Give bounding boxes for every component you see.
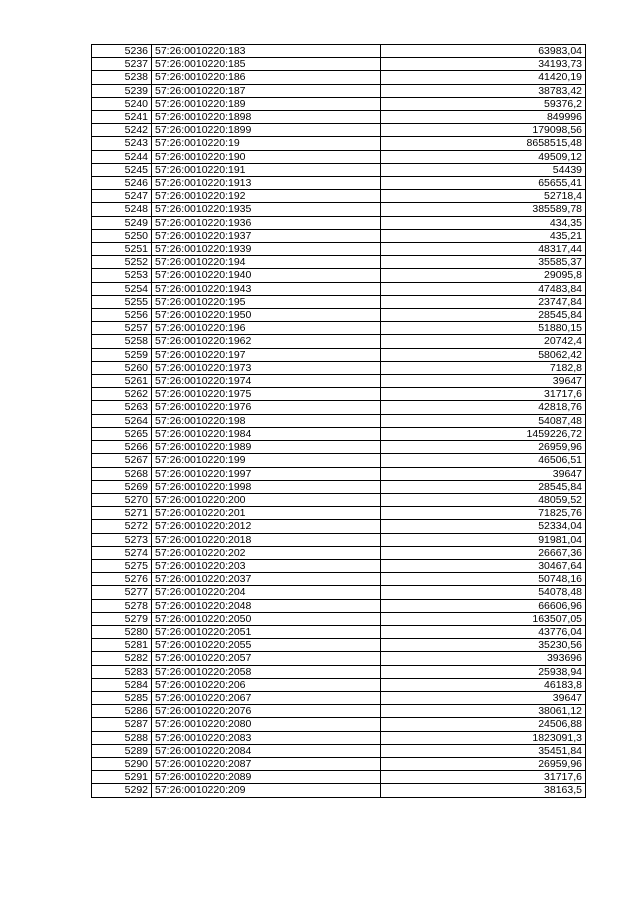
cadastral-number: 57:26:0010220:2050 xyxy=(152,612,381,625)
table-row xyxy=(92,467,586,480)
cadastral-number: 57:26:0010220:185 xyxy=(152,58,381,71)
cadastral-value: 179098,56 xyxy=(381,124,586,137)
table-row xyxy=(92,493,586,506)
cadastral-value: 7182,8 xyxy=(381,361,586,374)
cadastral-number: 57:26:0010220:1974 xyxy=(152,375,381,388)
cadastral-number: 57:26:0010220:2058 xyxy=(152,665,381,678)
row-number: 5281 xyxy=(92,639,152,652)
cadastral-value: 47483,84 xyxy=(381,282,586,295)
cadastral-value: 71825,76 xyxy=(381,507,586,520)
table-row xyxy=(92,58,586,71)
table-row xyxy=(92,678,586,691)
cadastral-value: 435,21 xyxy=(381,229,586,242)
table-body xyxy=(92,45,586,798)
cadastral-number: 57:26:0010220:1975 xyxy=(152,388,381,401)
cadastral-value: 42818,76 xyxy=(381,401,586,414)
cadastral-number: 57:26:0010220:2067 xyxy=(152,691,381,704)
cadastral-value: 63983,04 xyxy=(381,45,586,58)
cadastral-value: 51880,15 xyxy=(381,322,586,335)
cadastral-value: 24506,88 xyxy=(381,718,586,731)
cadastral-value: 26959,96 xyxy=(381,757,586,770)
row-number: 5236 xyxy=(92,45,152,58)
row-number: 5243 xyxy=(92,137,152,150)
cadastral-value: 28545,84 xyxy=(381,309,586,322)
table-row xyxy=(92,269,586,282)
cadastral-value: 59376,2 xyxy=(381,97,586,110)
cadastral-value: 393696 xyxy=(381,652,586,665)
cadastral-number: 57:26:0010220:1937 xyxy=(152,229,381,242)
cadastral-value: 29095,8 xyxy=(381,269,586,282)
cadastral-value: 28545,84 xyxy=(381,480,586,493)
row-number: 5268 xyxy=(92,467,152,480)
cadastral-value: 23747,84 xyxy=(381,295,586,308)
cadastral-value: 50748,16 xyxy=(381,573,586,586)
cadastral-value: 30467,64 xyxy=(381,559,586,572)
cadastral-number: 57:26:0010220:1989 xyxy=(152,441,381,454)
cadastral-number: 57:26:0010220:195 xyxy=(152,295,381,308)
row-number: 5290 xyxy=(92,757,152,770)
row-number: 5253 xyxy=(92,269,152,282)
row-number: 5267 xyxy=(92,454,152,467)
cadastral-number: 57:26:0010220:194 xyxy=(152,256,381,269)
cadastral-value: 48059,52 xyxy=(381,493,586,506)
table-row xyxy=(92,229,586,242)
row-number: 5269 xyxy=(92,480,152,493)
row-number: 5251 xyxy=(92,243,152,256)
cadastral-number: 57:26:0010220:2087 xyxy=(152,757,381,770)
table-row xyxy=(92,705,586,718)
cadastral-number: 57:26:0010220:201 xyxy=(152,507,381,520)
cadastral-value: 54078,48 xyxy=(381,586,586,599)
row-number: 5262 xyxy=(92,388,152,401)
cadastral-number: 57:26:0010220:191 xyxy=(152,163,381,176)
row-number: 5237 xyxy=(92,58,152,71)
cadastral-value: 38163,5 xyxy=(381,784,586,797)
row-number: 5276 xyxy=(92,573,152,586)
cadastral-value: 163507,05 xyxy=(381,612,586,625)
cadastral-number: 57:26:0010220:198 xyxy=(152,414,381,427)
row-number: 5254 xyxy=(92,282,152,295)
cadastral-number: 57:26:0010220:206 xyxy=(152,678,381,691)
cadastral-value: 434,35 xyxy=(381,216,586,229)
table-row xyxy=(92,665,586,678)
row-number: 5266 xyxy=(92,441,152,454)
table-row xyxy=(92,454,586,467)
cadastral-value: 49509,12 xyxy=(381,150,586,163)
cadastral-value: 20742,4 xyxy=(381,335,586,348)
table-row xyxy=(92,45,586,58)
row-number: 5278 xyxy=(92,599,152,612)
row-number: 5279 xyxy=(92,612,152,625)
row-number: 5274 xyxy=(92,546,152,559)
cadastral-number: 57:26:0010220:1936 xyxy=(152,216,381,229)
cadastral-value: 31717,6 xyxy=(381,388,586,401)
table-row xyxy=(92,691,586,704)
table-row xyxy=(92,639,586,652)
row-number: 5259 xyxy=(92,348,152,361)
table-row xyxy=(92,731,586,744)
cadastral-number: 57:26:0010220:186 xyxy=(152,71,381,84)
row-number: 5270 xyxy=(92,493,152,506)
cadastral-number: 57:26:0010220:1998 xyxy=(152,480,381,493)
row-number: 5263 xyxy=(92,401,152,414)
cadastral-value: 52334,04 xyxy=(381,520,586,533)
table-row xyxy=(92,71,586,84)
table-row xyxy=(92,309,586,322)
row-number: 5286 xyxy=(92,705,152,718)
row-number: 5287 xyxy=(92,718,152,731)
cadastral-number: 57:26:0010220:192 xyxy=(152,190,381,203)
table-row xyxy=(92,256,586,269)
table-row xyxy=(92,533,586,546)
table-row xyxy=(92,388,586,401)
table-row xyxy=(92,243,586,256)
cadastral-value: 35230,56 xyxy=(381,639,586,652)
table-row xyxy=(92,295,586,308)
row-number: 5272 xyxy=(92,520,152,533)
table-row xyxy=(92,177,586,190)
cadastral-value: 65655,41 xyxy=(381,177,586,190)
cadastral-value: 46183,8 xyxy=(381,678,586,691)
cadastral-number: 57:26:0010220:1973 xyxy=(152,361,381,374)
cadastral-number: 57:26:0010220:197 xyxy=(152,348,381,361)
table-row xyxy=(92,771,586,784)
table-row xyxy=(92,546,586,559)
row-number: 5271 xyxy=(92,507,152,520)
cadastral-value: 385589,78 xyxy=(381,203,586,216)
cadastral-number: 57:26:0010220:1899 xyxy=(152,124,381,137)
cadastral-value: 41420,19 xyxy=(381,71,586,84)
cadastral-number: 57:26:0010220:2057 xyxy=(152,652,381,665)
cadastral-number: 57:26:0010220:2055 xyxy=(152,639,381,652)
table-row xyxy=(92,361,586,374)
cadastral-value: 43776,04 xyxy=(381,625,586,638)
cadastral-value: 26667,36 xyxy=(381,546,586,559)
row-number: 5277 xyxy=(92,586,152,599)
row-number: 5242 xyxy=(92,124,152,137)
cadastral-number: 57:26:0010220:2076 xyxy=(152,705,381,718)
cadastral-value: 35451,84 xyxy=(381,744,586,757)
cadastral-number: 57:26:0010220:204 xyxy=(152,586,381,599)
table-row xyxy=(92,559,586,572)
cadastral-number: 57:26:0010220:19 xyxy=(152,137,381,150)
cadastral-number: 57:26:0010220:2012 xyxy=(152,520,381,533)
cadastral-number: 57:26:0010220:1939 xyxy=(152,243,381,256)
cadastral-number: 57:26:0010220:196 xyxy=(152,322,381,335)
row-number: 5245 xyxy=(92,163,152,176)
cadastral-value: 54439 xyxy=(381,163,586,176)
cadastral-number: 57:26:0010220:1898 xyxy=(152,111,381,124)
cadastral-number: 57:26:0010220:1962 xyxy=(152,335,381,348)
row-number: 5249 xyxy=(92,216,152,229)
table-row xyxy=(92,480,586,493)
table-row xyxy=(92,216,586,229)
row-number: 5289 xyxy=(92,744,152,757)
table-row xyxy=(92,401,586,414)
table-row xyxy=(92,137,586,150)
row-number: 5240 xyxy=(92,97,152,110)
row-number: 5250 xyxy=(92,229,152,242)
cadastral-value: 38061,12 xyxy=(381,705,586,718)
row-number: 5288 xyxy=(92,731,152,744)
table-row xyxy=(92,348,586,361)
cadastral-value: 34193,73 xyxy=(381,58,586,71)
row-number: 5239 xyxy=(92,84,152,97)
table-row xyxy=(92,414,586,427)
cadastral-value-table xyxy=(91,44,586,798)
table-row xyxy=(92,97,586,110)
table-row xyxy=(92,84,586,97)
cadastral-number: 57:26:0010220:199 xyxy=(152,454,381,467)
row-number: 5238 xyxy=(92,71,152,84)
cadastral-number: 57:26:0010220:2037 xyxy=(152,573,381,586)
table-row xyxy=(92,757,586,770)
row-number: 5284 xyxy=(92,678,152,691)
table-row xyxy=(92,507,586,520)
cadastral-number: 57:26:0010220:209 xyxy=(152,784,381,797)
cadastral-number: 57:26:0010220:2018 xyxy=(152,533,381,546)
cadastral-value: 39647 xyxy=(381,375,586,388)
cadastral-value: 1459226,72 xyxy=(381,427,586,440)
row-number: 5244 xyxy=(92,150,152,163)
table-row xyxy=(92,282,586,295)
row-number: 5282 xyxy=(92,652,152,665)
table-row xyxy=(92,203,586,216)
row-number: 5280 xyxy=(92,625,152,638)
table-row xyxy=(92,441,586,454)
row-number: 5252 xyxy=(92,256,152,269)
cadastral-value: 31717,6 xyxy=(381,771,586,784)
table-row xyxy=(92,612,586,625)
row-number: 5275 xyxy=(92,559,152,572)
row-number: 5248 xyxy=(92,203,152,216)
cadastral-value: 48317,44 xyxy=(381,243,586,256)
cadastral-number: 57:26:0010220:200 xyxy=(152,493,381,506)
cadastral-value: 46506,51 xyxy=(381,454,586,467)
table-row xyxy=(92,599,586,612)
table-row xyxy=(92,375,586,388)
cadastral-number: 57:26:0010220:1984 xyxy=(152,427,381,440)
table-row xyxy=(92,322,586,335)
table-row xyxy=(92,163,586,176)
cadastral-number: 57:26:0010220:2084 xyxy=(152,744,381,757)
table-row xyxy=(92,652,586,665)
cadastral-number: 57:26:0010220:189 xyxy=(152,97,381,110)
table-row xyxy=(92,718,586,731)
cadastral-number: 57:26:0010220:202 xyxy=(152,546,381,559)
cadastral-value: 1823091,3 xyxy=(381,731,586,744)
cadastral-value: 54087,48 xyxy=(381,414,586,427)
cadastral-number: 57:26:0010220:1976 xyxy=(152,401,381,414)
row-number: 5273 xyxy=(92,533,152,546)
table-row xyxy=(92,190,586,203)
row-number: 5246 xyxy=(92,177,152,190)
row-number: 5261 xyxy=(92,375,152,388)
cadastral-number: 57:26:0010220:1913 xyxy=(152,177,381,190)
row-number: 5256 xyxy=(92,309,152,322)
cadastral-number: 57:26:0010220:1943 xyxy=(152,282,381,295)
cadastral-number: 57:26:0010220:190 xyxy=(152,150,381,163)
row-number: 5291 xyxy=(92,771,152,784)
cadastral-value: 38783,42 xyxy=(381,84,586,97)
row-number: 5292 xyxy=(92,784,152,797)
cadastral-number: 57:26:0010220:2080 xyxy=(152,718,381,731)
cadastral-value: 35585,37 xyxy=(381,256,586,269)
cadastral-value: 39647 xyxy=(381,467,586,480)
cadastral-value: 52718,4 xyxy=(381,190,586,203)
cadastral-value: 25938,94 xyxy=(381,665,586,678)
row-number: 5260 xyxy=(92,361,152,374)
cadastral-number: 57:26:0010220:183 xyxy=(152,45,381,58)
table-row xyxy=(92,586,586,599)
table-row xyxy=(92,124,586,137)
cadastral-number: 57:26:0010220:1935 xyxy=(152,203,381,216)
table-row xyxy=(92,744,586,757)
cadastral-value: 26959,96 xyxy=(381,441,586,454)
cadastral-number: 57:26:0010220:2051 xyxy=(152,625,381,638)
table-row xyxy=(92,427,586,440)
cadastral-number: 57:26:0010220:1950 xyxy=(152,309,381,322)
row-number: 5264 xyxy=(92,414,152,427)
row-number: 5247 xyxy=(92,190,152,203)
row-number: 5257 xyxy=(92,322,152,335)
cadastral-value: 91981,04 xyxy=(381,533,586,546)
table-row xyxy=(92,784,586,797)
cadastral-number: 57:26:0010220:1940 xyxy=(152,269,381,282)
table-row xyxy=(92,573,586,586)
cadastral-number: 57:26:0010220:203 xyxy=(152,559,381,572)
row-number: 5265 xyxy=(92,427,152,440)
row-number: 5285 xyxy=(92,691,152,704)
table-row xyxy=(92,520,586,533)
table-row xyxy=(92,335,586,348)
cadastral-value: 39647 xyxy=(381,691,586,704)
table-row xyxy=(92,111,586,124)
cadastral-number: 57:26:0010220:187 xyxy=(152,84,381,97)
row-number: 5258 xyxy=(92,335,152,348)
cadastral-number: 57:26:0010220:2083 xyxy=(152,731,381,744)
table-row xyxy=(92,625,586,638)
cadastral-number: 57:26:0010220:1997 xyxy=(152,467,381,480)
row-number: 5283 xyxy=(92,665,152,678)
row-number: 5241 xyxy=(92,111,152,124)
row-number: 5255 xyxy=(92,295,152,308)
table-row xyxy=(92,150,586,163)
cadastral-number: 57:26:0010220:2089 xyxy=(152,771,381,784)
cadastral-value: 66606,96 xyxy=(381,599,586,612)
cadastral-value: 849996 xyxy=(381,111,586,124)
cadastral-value: 8658515,48 xyxy=(381,137,586,150)
cadastral-number: 57:26:0010220:2048 xyxy=(152,599,381,612)
cadastral-value: 58062,42 xyxy=(381,348,586,361)
